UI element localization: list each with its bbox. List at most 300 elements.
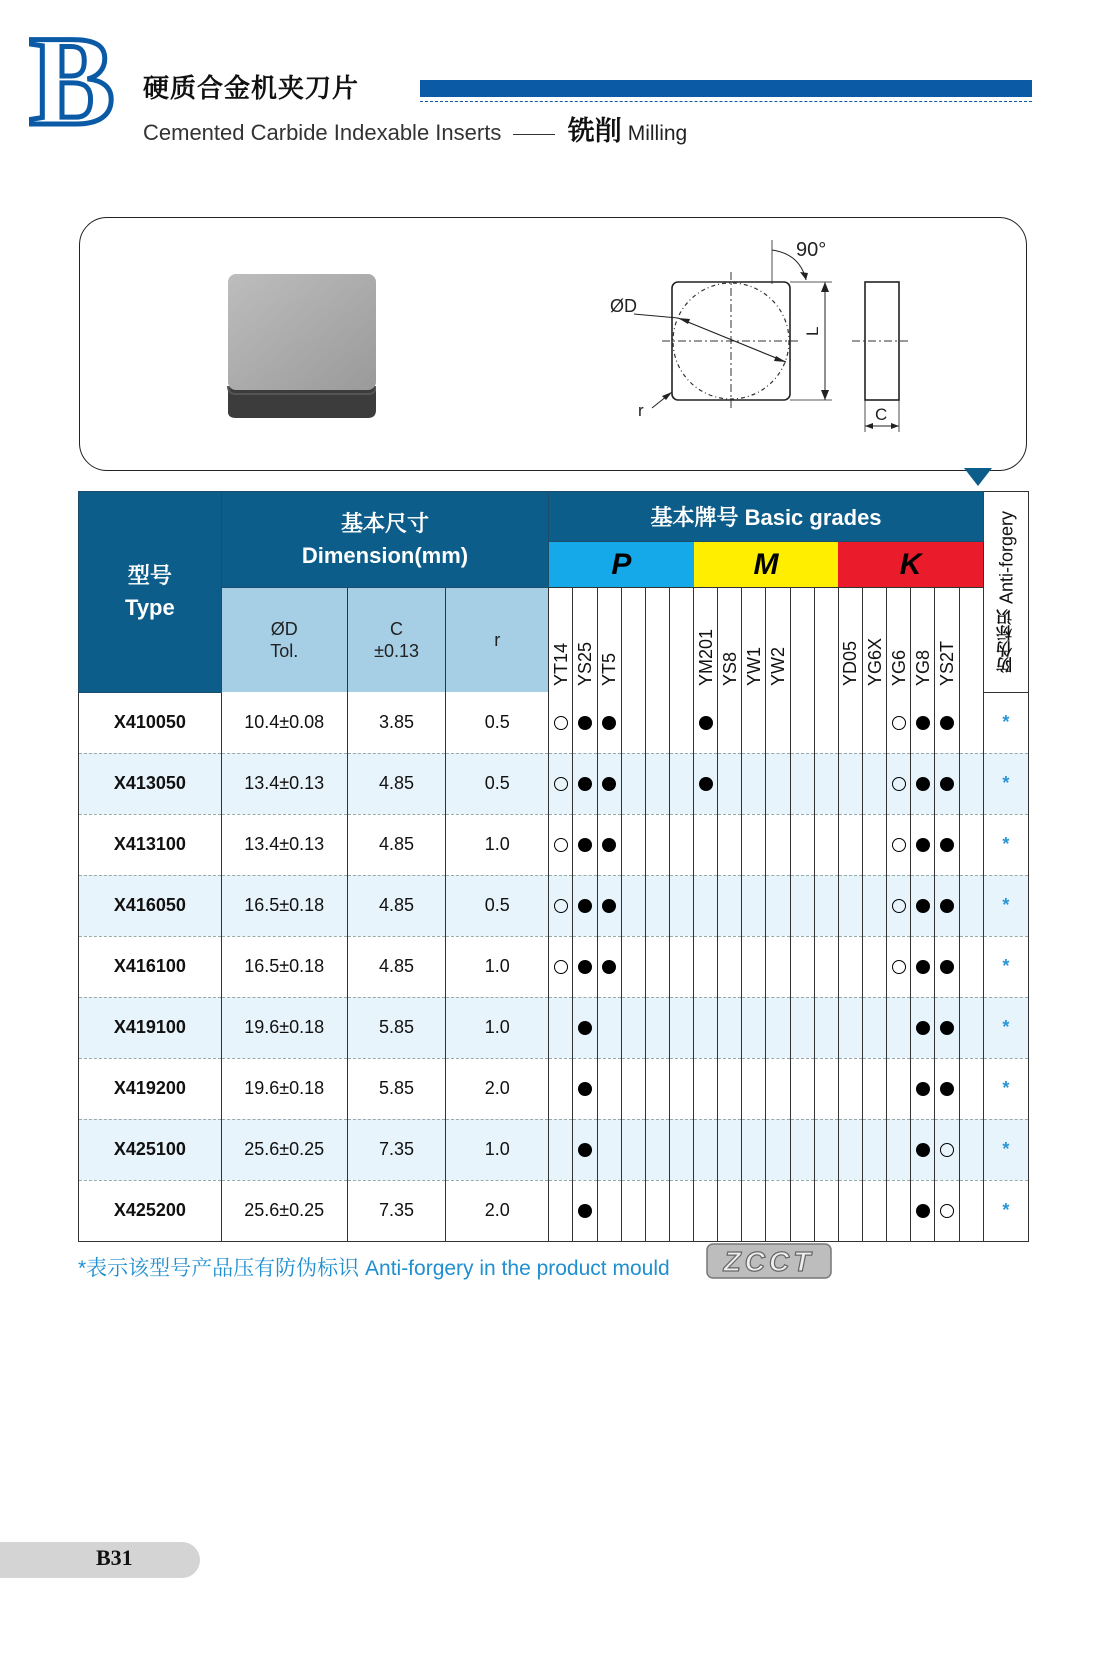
cell-grade (597, 692, 621, 753)
optional-circle-icon (892, 960, 906, 974)
cell-grade (549, 692, 573, 753)
cell-thickness: 4.85 (347, 753, 446, 814)
cell-grade (887, 1058, 911, 1119)
grade-group-p: P (549, 542, 694, 588)
anti-forgery-asterisk-icon: * (983, 753, 1028, 814)
cell-grade (766, 936, 790, 997)
optional-circle-icon (892, 716, 906, 730)
cell-grade (863, 997, 887, 1058)
grade-header-label: YS8 (719, 651, 740, 686)
cell-grade (597, 1058, 621, 1119)
angle-label: 90° (796, 240, 827, 261)
cell-grade (911, 1058, 935, 1119)
grade-header-empty (790, 588, 814, 693)
recommended-dot-icon (916, 777, 930, 791)
col-header-c-sub: ±0.13 (374, 641, 419, 661)
cell-grade (694, 997, 718, 1058)
grade-group-k: K (838, 542, 983, 588)
recommended-dot-icon (916, 1204, 930, 1218)
cell-grade (645, 1119, 669, 1180)
cell-grade (814, 1180, 838, 1241)
cell-grade (621, 1119, 645, 1180)
cell-grade (718, 936, 742, 997)
cell-grade (669, 997, 693, 1058)
cell-grade (742, 1119, 766, 1180)
optional-circle-icon (554, 716, 568, 730)
anti-forgery-asterisk-icon: * (983, 997, 1028, 1058)
pointer-triangle-icon (964, 468, 992, 486)
dim-d-label: ØD (610, 296, 637, 316)
header-dotted-line (420, 101, 1032, 102)
cell-grade (573, 1058, 597, 1119)
recommended-dot-icon (940, 960, 954, 974)
grade-header-label: YG8 (912, 649, 933, 686)
cell-grade (935, 1058, 959, 1119)
cell-grade (887, 814, 911, 875)
cell-grade (766, 1058, 790, 1119)
cell-grade (621, 692, 645, 753)
cell-type: X416050 (79, 875, 222, 936)
cell-grade (766, 997, 790, 1058)
cell-thickness: 7.35 (347, 1119, 446, 1180)
recommended-dot-icon (578, 1143, 592, 1157)
cell-grade (742, 1180, 766, 1241)
recommended-dot-icon (578, 899, 592, 913)
recommended-dot-icon (578, 1082, 592, 1096)
grade-header-empty (669, 588, 693, 693)
cell-grade (863, 1058, 887, 1119)
cell-grade (863, 753, 887, 814)
optional-circle-icon (554, 960, 568, 974)
cell-thickness: 4.85 (347, 814, 446, 875)
cell-grade (645, 997, 669, 1058)
recommended-dot-icon (699, 716, 713, 730)
cell-grade (669, 875, 693, 936)
cell-grade (766, 875, 790, 936)
anti-forgery-asterisk-icon: * (983, 936, 1028, 997)
cell-radius: 1.0 (446, 936, 549, 997)
cell-type: X425100 (79, 1119, 222, 1180)
cell-grade (669, 1058, 693, 1119)
recommended-dot-icon (916, 899, 930, 913)
cell-grade (790, 753, 814, 814)
cell-grade (838, 997, 862, 1058)
col-header-type-cn: 型号 (127, 562, 172, 588)
cell-type: X413100 (79, 814, 222, 875)
col-header-d-sub: Tol. (270, 641, 299, 661)
grade-header-yd05 (838, 588, 862, 693)
grade-header-label: YS25 (574, 641, 595, 686)
grade-header-yt5 (597, 588, 621, 693)
cell-grade (935, 875, 959, 936)
cell-grade (549, 1058, 573, 1119)
cell-grade (645, 1058, 669, 1119)
cell-thickness: 3.85 (347, 692, 446, 753)
cell-thickness: 5.85 (347, 1058, 446, 1119)
cell-grade (549, 997, 573, 1058)
table-row (79, 997, 1029, 1058)
table-row (79, 692, 1029, 753)
cell-type: X425200 (79, 1180, 222, 1241)
cell-grade (838, 936, 862, 997)
recommended-dot-icon (578, 960, 592, 974)
cell-grade (838, 814, 862, 875)
cell-grade (790, 875, 814, 936)
cell-grade (742, 936, 766, 997)
cell-diameter: 19.6±0.18 (221, 997, 347, 1058)
cell-grade (935, 1119, 959, 1180)
grade-header-yt14 (549, 588, 573, 693)
cell-thickness: 4.85 (347, 936, 446, 997)
col-header-d (221, 588, 347, 693)
cell-grade (621, 936, 645, 997)
cell-grade (863, 814, 887, 875)
cell-grade (911, 997, 935, 1058)
cell-grade (838, 1058, 862, 1119)
cell-grade (935, 814, 959, 875)
cell-grade (694, 1119, 718, 1180)
grade-header-yg6 (887, 588, 911, 693)
cell-grade (935, 936, 959, 997)
cell-grade (790, 936, 814, 997)
cell-grade (573, 875, 597, 936)
cell-grade (790, 1180, 814, 1241)
cell-grade (935, 753, 959, 814)
anti-forgery-asterisk-icon: * (983, 875, 1028, 936)
anti-forgery-asterisk-icon: * (983, 1058, 1028, 1119)
cell-diameter: 25.6±0.25 (221, 1180, 347, 1241)
cell-type: X416100 (79, 936, 222, 997)
cell-grade (718, 1058, 742, 1119)
cell-grade (838, 1180, 862, 1241)
cell-grade (814, 753, 838, 814)
cell-diameter: 16.5±0.18 (221, 875, 347, 936)
cell-grade (597, 936, 621, 997)
col-header-r: r (446, 588, 549, 693)
cell-grade (911, 692, 935, 753)
grade-header-label: YS2T (937, 640, 958, 686)
table-row (79, 936, 1029, 997)
recommended-dot-icon (916, 1021, 930, 1035)
cell-type: X410050 (79, 692, 222, 753)
cell-grade (887, 753, 911, 814)
recommended-dot-icon (916, 716, 930, 730)
cell-grade (573, 936, 597, 997)
cell-grade (597, 1180, 621, 1241)
cell-grade (621, 753, 645, 814)
cell-grade (790, 1119, 814, 1180)
title-dash (513, 134, 555, 135)
anti-forgery-asterisk-icon: * (983, 1119, 1028, 1180)
cell-diameter: 13.4±0.13 (221, 753, 347, 814)
recommended-dot-icon (916, 1082, 930, 1096)
grade-header-ys8 (718, 588, 742, 693)
cell-grade (766, 692, 790, 753)
cell-grade (814, 1058, 838, 1119)
cell-grade (645, 753, 669, 814)
col-header-type (79, 492, 222, 693)
page-title-en-text: Cemented Carbide Indexable Inserts (143, 120, 502, 145)
cell-grade (549, 875, 573, 936)
page-title-en (143, 109, 687, 148)
col-header-dimension (221, 492, 548, 588)
cell-grade (549, 814, 573, 875)
recommended-dot-icon (602, 899, 616, 913)
col-header-c-label: C (390, 619, 404, 639)
cell-grade (911, 875, 935, 936)
cell-grade (621, 1180, 645, 1241)
anti-forgery-footnote: *表示该型号产品压有防伪标识 Anti-forgery in the product mould (78, 1257, 670, 1280)
cell-grade (814, 997, 838, 1058)
cell-grade (959, 1058, 983, 1119)
recommended-dot-icon (699, 777, 713, 791)
cell-grade (766, 1180, 790, 1241)
cell-type: X419100 (79, 997, 222, 1058)
cell-grade (959, 1119, 983, 1180)
cell-grade (742, 1058, 766, 1119)
cell-grade (597, 753, 621, 814)
table-row (79, 875, 1029, 936)
cell-grade (863, 936, 887, 997)
recommended-dot-icon (940, 1021, 954, 1035)
cell-grade (694, 936, 718, 997)
grade-header-empty (959, 588, 983, 693)
cell-grade (911, 1180, 935, 1241)
col-header-c (347, 588, 446, 693)
cell-grade (597, 814, 621, 875)
grade-header-empty (621, 588, 645, 693)
optional-circle-icon (892, 838, 906, 852)
col-header-dimension-en: Dimension(mm) (301, 542, 469, 568)
cell-grade (549, 1119, 573, 1180)
cell-grade (814, 1119, 838, 1180)
cell-grade (669, 753, 693, 814)
table-row (79, 1119, 1029, 1180)
table-row (79, 753, 1029, 814)
recommended-dot-icon (940, 1082, 954, 1096)
page-title-cn: 硬质合金机夹刀片 (143, 73, 360, 103)
grade-header-label: YD05 (840, 640, 861, 686)
cell-type: X419200 (79, 1058, 222, 1119)
cell-grade (959, 692, 983, 753)
cell-grade (911, 814, 935, 875)
insert-technical-drawing (600, 240, 960, 455)
dim-r-label: r (638, 401, 644, 420)
cell-radius: 1.0 (446, 997, 549, 1058)
cell-grade (669, 814, 693, 875)
col-header-grades: 基本牌号 Basic grades (549, 492, 984, 542)
cell-diameter: 13.4±0.13 (221, 814, 347, 875)
cell-radius: 0.5 (446, 753, 549, 814)
anti-forgery-label-cn: 防伪标识 (997, 608, 1015, 673)
recommended-dot-icon (940, 838, 954, 852)
grade-header-yg8 (911, 588, 935, 693)
cell-grade (887, 997, 911, 1058)
cell-grade (694, 1058, 718, 1119)
anti-forgery-asterisk-icon: * (983, 1180, 1028, 1241)
cell-grade (887, 1180, 911, 1241)
section-letter-logo (26, 22, 118, 140)
cell-grade (863, 1119, 887, 1180)
cell-grade (573, 753, 597, 814)
cell-grade (959, 875, 983, 936)
cell-thickness: 5.85 (347, 997, 446, 1058)
col-header-d-label: ØD (270, 619, 298, 639)
cell-grade (959, 936, 983, 997)
recommended-dot-icon (602, 960, 616, 974)
cell-grade (669, 1119, 693, 1180)
cell-grade (863, 1180, 887, 1241)
grade-header-label: YG6X (864, 637, 885, 686)
recommended-dot-icon (940, 716, 954, 730)
cell-grade (935, 1180, 959, 1241)
cell-grade (645, 936, 669, 997)
cell-grade (766, 753, 790, 814)
col-header-anti-forgery (983, 492, 1028, 693)
grade-header-label: YM201 (695, 628, 716, 686)
optional-circle-icon (554, 777, 568, 791)
cell-grade (645, 875, 669, 936)
optional-circle-icon (892, 777, 906, 791)
grade-header-ym201 (694, 588, 718, 693)
cell-diameter: 25.6±0.25 (221, 1119, 347, 1180)
cell-grade (621, 1058, 645, 1119)
svg-text:ZCCT: ZCCT (723, 1246, 815, 1277)
cell-grade (718, 875, 742, 936)
cell-grade (597, 997, 621, 1058)
cell-radius: 1.0 (446, 814, 549, 875)
cell-grade (814, 814, 838, 875)
cell-grade (887, 936, 911, 997)
recommended-dot-icon (916, 960, 930, 974)
zcct-logo (706, 1243, 832, 1279)
cell-grade (669, 692, 693, 753)
cell-grade (621, 875, 645, 936)
cell-diameter: 19.6±0.18 (221, 1058, 347, 1119)
cell-grade (742, 875, 766, 936)
cell-grade (669, 1180, 693, 1241)
section-letter: B (29, 22, 115, 140)
grade-header-label: YT14 (550, 642, 571, 686)
cell-grade (694, 1180, 718, 1241)
optional-circle-icon (554, 838, 568, 852)
cell-grade (645, 1180, 669, 1241)
recommended-dot-icon (578, 1021, 592, 1035)
cell-grade (814, 692, 838, 753)
cell-grade (814, 875, 838, 936)
table-row (79, 1180, 1029, 1241)
cell-radius: 0.5 (446, 875, 549, 936)
grade-header-yg6x (863, 588, 887, 693)
cell-grade (549, 753, 573, 814)
recommended-dot-icon (940, 899, 954, 913)
cell-grade (718, 753, 742, 814)
recommended-dot-icon (602, 838, 616, 852)
grade-header-ys25 (573, 588, 597, 693)
col-header-dimension-cn: 基本尺寸 (340, 510, 429, 536)
optional-circle-icon (892, 899, 906, 913)
spec-table (78, 491, 1029, 1242)
recommended-dot-icon (916, 1143, 930, 1157)
cell-grade (838, 875, 862, 936)
cell-grade (959, 814, 983, 875)
cell-grade (718, 1180, 742, 1241)
recommended-dot-icon (940, 777, 954, 791)
cell-grade (742, 692, 766, 753)
cell-grade (887, 875, 911, 936)
recommended-dot-icon (578, 716, 592, 730)
cell-thickness: 4.85 (347, 875, 446, 936)
cell-grade (742, 997, 766, 1058)
cell-grade (887, 1119, 911, 1180)
cell-grade (838, 1119, 862, 1180)
cell-grade (645, 814, 669, 875)
table-row (79, 1058, 1029, 1119)
cell-grade (573, 997, 597, 1058)
cell-grade (959, 753, 983, 814)
cell-grade (597, 1119, 621, 1180)
recommended-dot-icon (602, 777, 616, 791)
optional-circle-icon (554, 899, 568, 913)
anti-forgery-label-en: Anti-forgery (996, 510, 1017, 604)
cell-type: X413050 (79, 753, 222, 814)
cell-grade (718, 997, 742, 1058)
cell-diameter: 10.4±0.08 (221, 692, 347, 753)
cell-grade (718, 1119, 742, 1180)
cell-grade (694, 692, 718, 753)
cell-grade (742, 814, 766, 875)
anti-forgery-asterisk-icon: * (983, 692, 1028, 753)
grade-group-m: M (694, 542, 839, 588)
cell-grade (645, 692, 669, 753)
cell-grade (790, 692, 814, 753)
cell-grade (959, 997, 983, 1058)
grade-header-ys2t (935, 588, 959, 693)
cell-grade (573, 1180, 597, 1241)
cell-radius: 0.5 (446, 692, 549, 753)
cell-grade (911, 1119, 935, 1180)
grade-header-empty (814, 588, 838, 693)
cell-grade (549, 1180, 573, 1241)
grade-header-yw2 (766, 588, 790, 693)
optional-circle-icon (940, 1143, 954, 1157)
grade-header-label: YG6 (888, 649, 909, 686)
cell-diameter: 16.5±0.18 (221, 936, 347, 997)
cell-grade (742, 753, 766, 814)
cell-grade (887, 692, 911, 753)
cell-grade (621, 997, 645, 1058)
cell-grade (718, 692, 742, 753)
cell-grade (766, 1119, 790, 1180)
cell-grade (694, 875, 718, 936)
cell-grade (935, 692, 959, 753)
cell-grade (838, 692, 862, 753)
cell-grade (814, 936, 838, 997)
dim-l-label: L (803, 326, 822, 336)
cell-grade (573, 692, 597, 753)
cell-grade (911, 936, 935, 997)
cell-grade (790, 1058, 814, 1119)
section-title-en: Milling (627, 122, 688, 145)
optional-circle-icon (940, 1204, 954, 1218)
grade-header-label: YW2 (768, 646, 789, 686)
cell-grade (694, 814, 718, 875)
table-row (79, 814, 1029, 875)
cell-grade (597, 875, 621, 936)
cell-grade (838, 753, 862, 814)
cell-radius: 2.0 (446, 1058, 549, 1119)
anti-forgery-asterisk-icon: * (983, 814, 1028, 875)
